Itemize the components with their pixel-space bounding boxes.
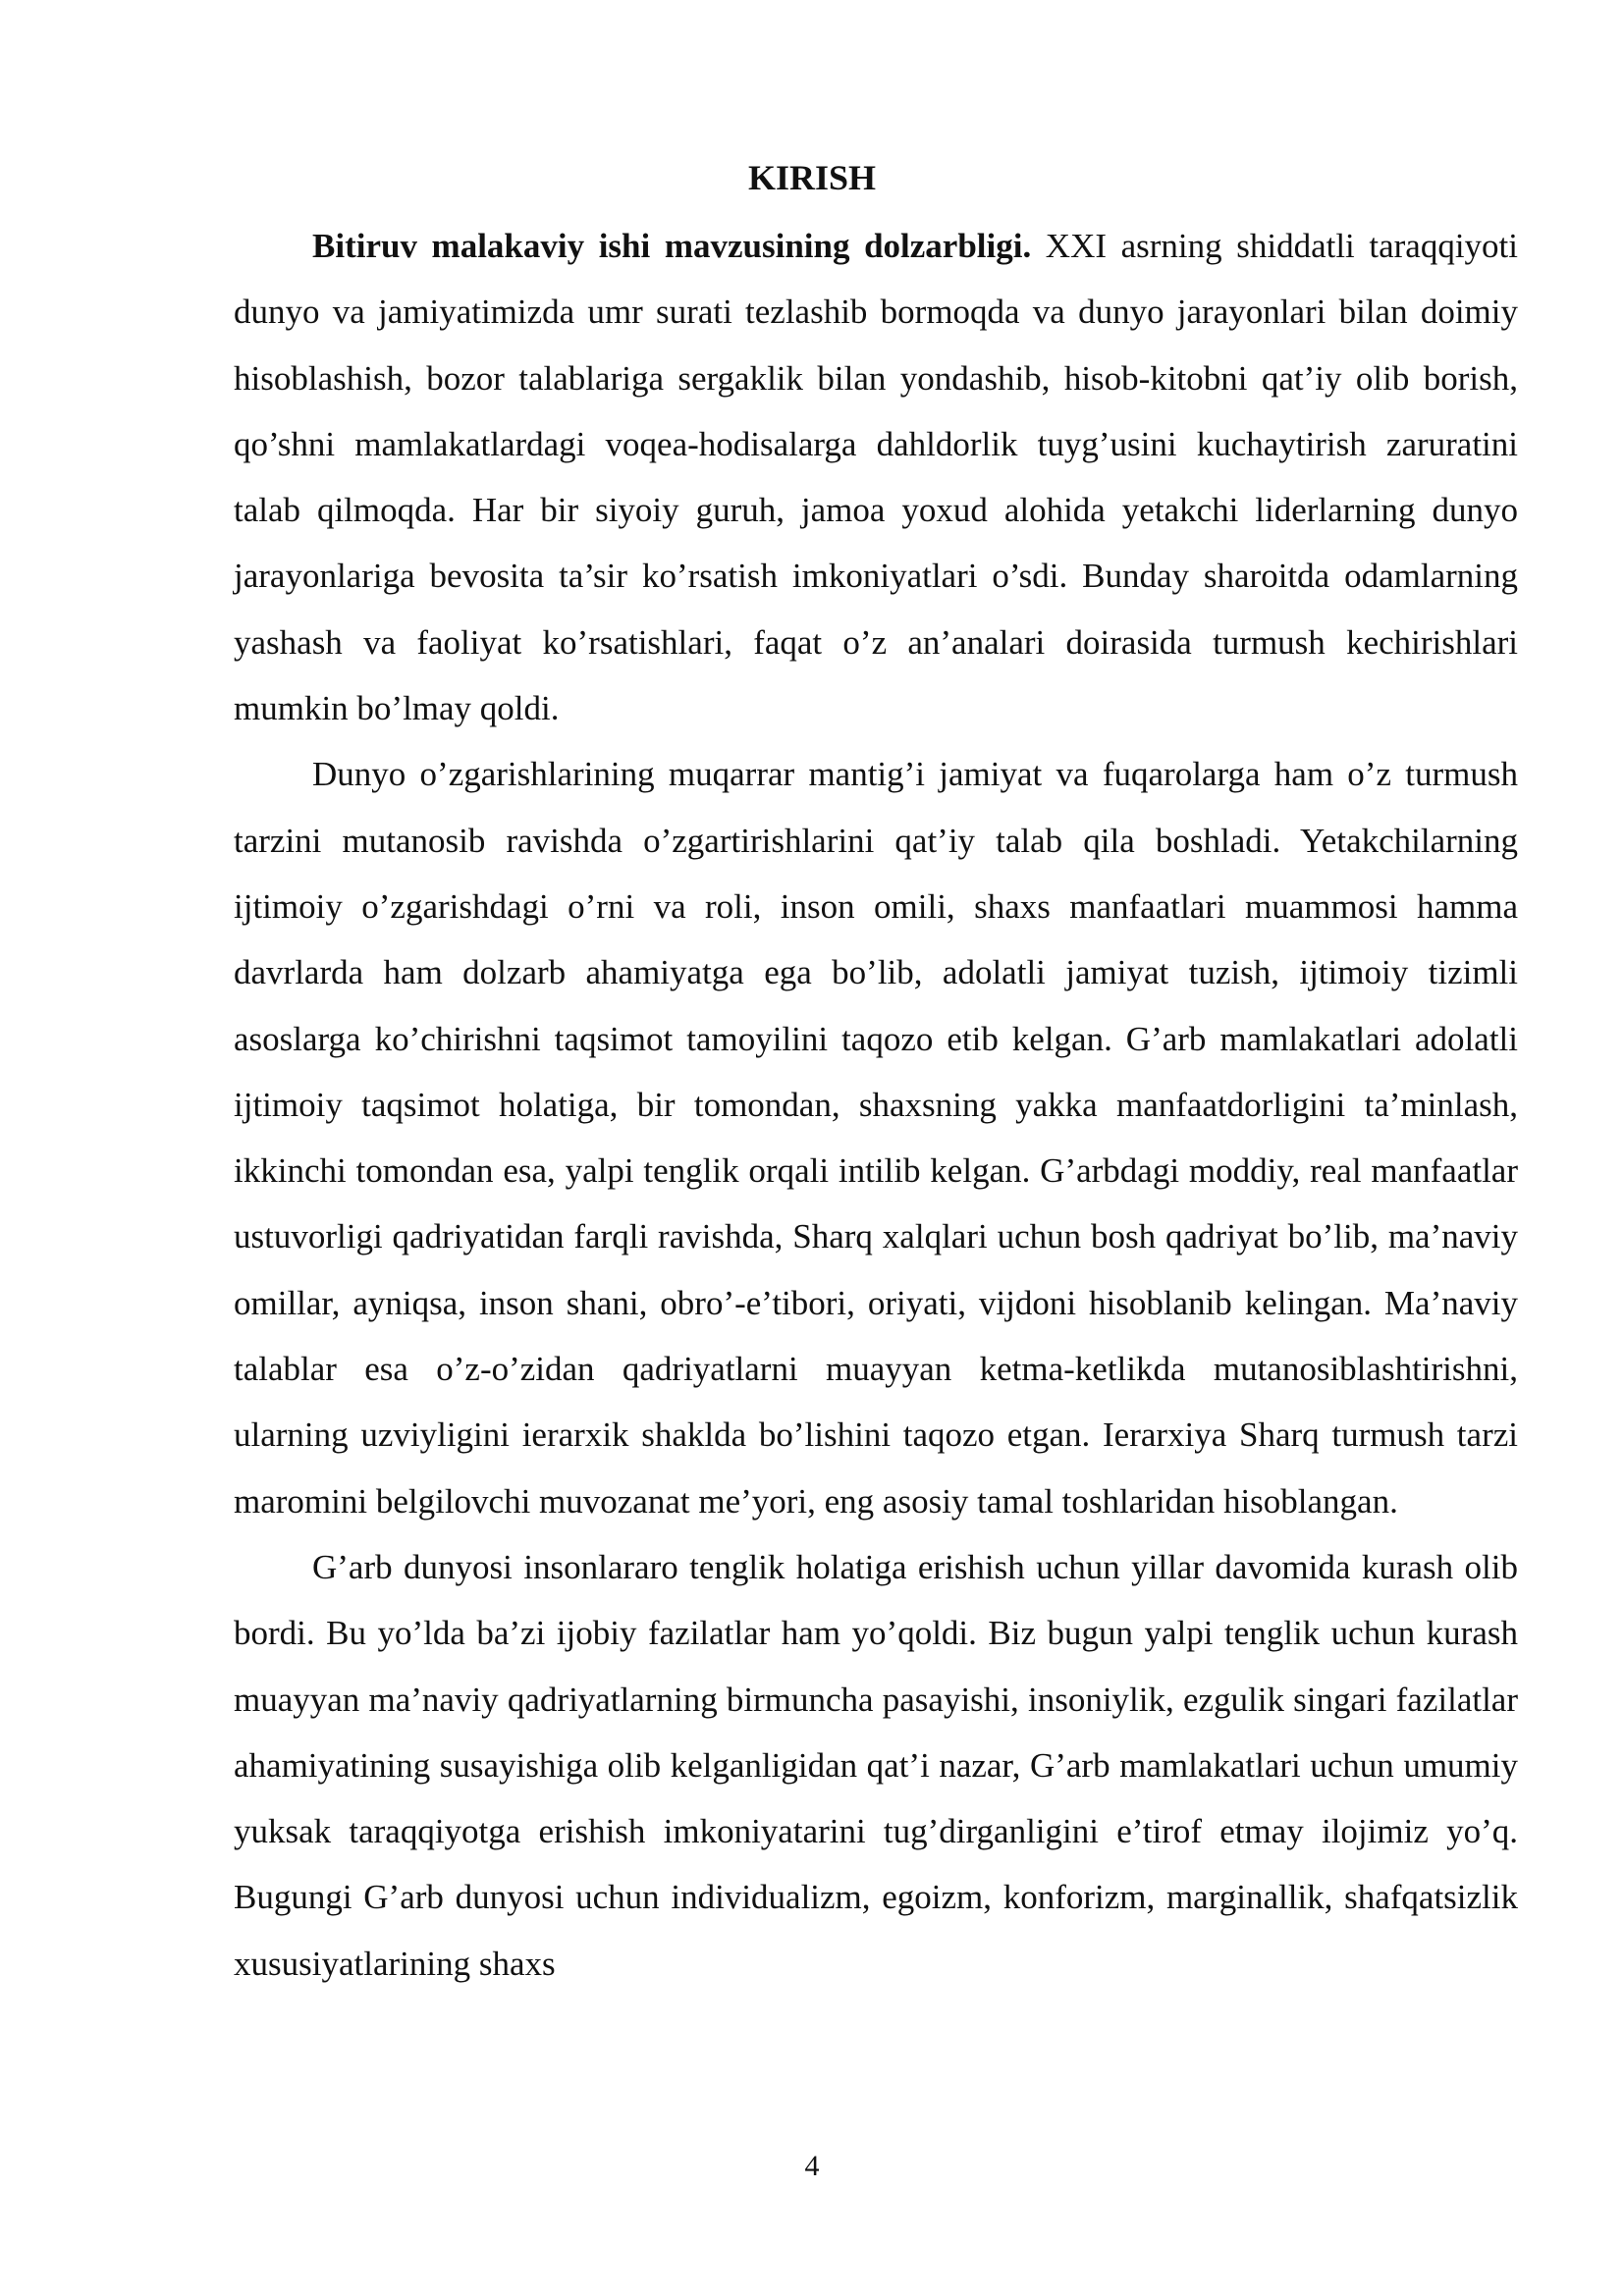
- paragraph-text: XXI asrning shiddatli taraqqiyoti dunyo va jamiyatimizda umr surati tezlashib bormoqda va dunyo jarayonlari bilan doimiy hisoblashish, bozor talablariga sergaklik bilan yondashib, hisob-kitobni qat’iy olib borish, qo’shni mamlakatlardagi voqea-hodisalarga dahldorlik tuyg’usini kuchaytirish zaruratini talab qilmoqda. Har bir siyoiy guruh, jamoa yoxud alohida yetakchi liderlarning dunyo jarayonlariga bevosita ta’sir ko’rsatish imkoniyatlari o’sdi. Bunday sharoitda odamlarning yashash va faoliyat ko’rsatishlari, faqat o’z an’analari doirasida turmush kechirishlari mumkin bo’lmay qoldi.: [234, 227, 1518, 728]
- section-heading: KIRISH: [747, 158, 877, 197]
- paragraph-2: [234, 741, 1518, 1534]
- paragraph-1: [234, 213, 1518, 741]
- paragraph-text: Dunyo o’zgarishlarining muqarrar mantig’i jamiyat va fuqarolarga ham o’z turmush tarzini mutanosib ravishda o’zgartirishlarini qat’iy talab qila boshladi. Yetakchilarning ijtimoiy o’zgarishdagi o’rni va roli, inson omili, shaxs manfaatlari muammosi hamma davrlarda ham dolzarb ahamiyatga ega bo’lib, adolatli jamiyat tuzish, ijtimoiy tizimli asoslarga ko’chirishni taqsimot tamoyilini taqozo etib kelgan. G’arb mamlakatlari adolatli ijtimoiy taqsimot holatiga, bir tomondan, shaxsning yakka manfaatdorligini ta’minlash, ikkinchi tomondan esa, yalpi tenglik orqali intilib kelgan. G’arbdagi moddiy, real manfaatlar ustuvorligi qadriyatidan farqli ravishda, Sharq xalqlari uchun bosh qadriyat bo’lib, ma’naviy omillar, ayniqsa, inson shani, obro’-e’tibori, oriyati, vijdoni hisoblanib kelingan. Ma’naviy talablar esa o’z-o’zidan qadriyatlarni muayyan ketma-ketlikda mutanosiblashtirishni, ularning uzviyligini ierarxik shaklda bo’lishini taqozo etgan. Ierarxiya Sharq turmush tarzi maromini belgilovchi muvozanat me’yori, eng asosiy tamal toshlaridan hisoblangan.: [234, 755, 1518, 1521]
- paragraph-3: [234, 1534, 1518, 1997]
- paragraph-text: G’arb dunyosi insonlararo tenglik holatiga erishish uchun yillar davomida kurash olib bordi. Bu yo’lda ba’zi ijobiy fazilatlar ham yo’qoldi. Biz bugun yalpi tenglik uchun kurash muayyan ma’naviy qadriyatlarning birmuncha pasayishi, insoniylik, ezgulik singari fazilatlar ahamiyatining susayishiga olib kelganligidan qat’i nazar, G’arb mamlakatlari uchun umumiy yuksak taraqqiyotga erishish imkoniyatarini tug’dirganligini e’tirof etmay ilojimiz yo’q. Bugungi G’arb dunyosi uchun individualizm, egoizm, konforizm, marginallik, shafqatsizlik xususiyatlarining shaxs: [234, 1547, 1518, 1983]
- body-text: [234, 213, 1518, 1997]
- paragraph-lead: Bitiruv malakaviy ishi mavzusining dolzarbligi.: [312, 227, 1032, 265]
- page-number: 4: [804, 2150, 820, 2182]
